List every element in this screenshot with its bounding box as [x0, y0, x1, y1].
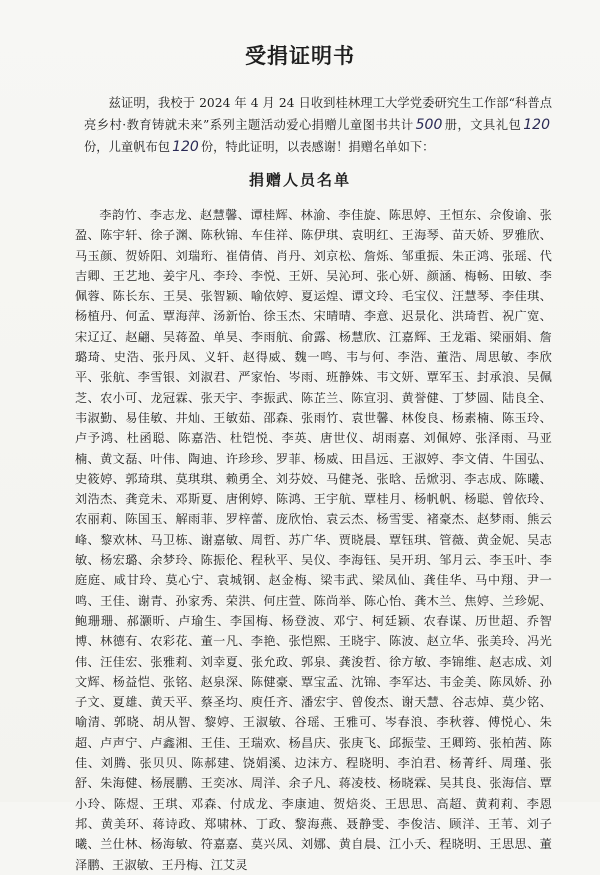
- books-count-handwritten: 500: [415, 117, 443, 133]
- document-title: 受捐证明书: [245, 43, 355, 68]
- certificate-text-part1: 兹证明，我校于 2024 年 4 月 24 日收到桂林理工大学党委研究生工作部“科普点亮乡村·教育铸就未来”系列主题活动爱心捐赠儿童图书共计: [84, 96, 552, 132]
- bags-count-handwritten: 120: [172, 139, 199, 155]
- stationery-count-handwritten: 120: [523, 117, 550, 133]
- certificate-text-part2: 册，文具礼包: [444, 118, 522, 132]
- certificate-paragraph: [84, 92, 552, 158]
- donor-names-list: 李韵竹、李志龙、赵慧馨、谭桂辉、林渝、李佳旋、陈思婷、王恒东、佘俊谕、张盈、陈宇轩、徐子渊、陈秋锦、车佳祥、陈伊琪、袁明红、王海琴、苗天娇、罗雅欣、马玉颜、贺娇阳、刘瑞珩、崔倩倩、肖丹、刘京松、詹烁、邹重振、朱正鸿、张瑶、代吉卿、王艺地、姜宇凡、李玲、李悦、王妍、吴沁珂、张心妍、颜涵、梅畅、田敏、李佩蓉、陈长东、王昊、张智颖、喻依婷、夏运煌、谭文玲、毛宝仪、汪慧琴、李佳琪、杨植丹、何孟、覃海萍、汤新怡、徐玉杰、宋晴晴、李意、迟景化、洪琦哲、祝广宽、宋辽辽、赵翩、吴蒋盈、单昊、李雨航、俞露、杨慧欣、江嘉辉、王龙霜、梁丽娟、詹璐琦、史浩、张丹凤、义轩、赵得威、魏一鸣、韦与何、李浩、董浩、周思敏、李欣平、张航、李雪银、刘淑君、严家怡、岑雨、班静姝、韦文妍、覃军玉、封承浪、吴佩芝、农小可、龙冠霖、张天宇、李振武、陈芷兰、陈宣羽、黄誉健、丁梦圆、陆良全、韦淑勤、易佳敏、井灿、王敏茹、邵森、张雨竹、袁世馨、林俊良、杨素楠、陈玉玲、卢予鸿、杜函聪、陈嘉浩、杜铠悦、李英、唐世仪、胡雨嘉、刘佩婷、张泽雨、马亚楠、黄文磊、叶伟、陶迪、许珍珍、罗菲、杨威、田昌远、王淑婷、李文倩、牛国弘、史筱婷、郭琦琪、莫琪琪、赖勇全、刘芬姣、马健尧、张晗、岳焮羽、李志成、陈曦、刘浩杰、龚竞未、邓斯夏、唐俐婷、陈鸿、王宇航、覃桂月、杨帆帆、杨聪、曾依玲、农丽莉、陈国玉、解雨菲、罗梓蕾、庞欣怡、袁云杰、杨雪雯、褚豪杰、赵梦雨、熊云峰、黎欢林、马卫栋、谢嘉敏、周哲、苏广华、贾晓晨、覃钰琪、管薇、黄金妮、吴志敏、杨宏璐、余梦玲、陈振伦、程秋平、吴仪、李海钰、吴开玥、邹月云、李玉叶、李庭庭、咸甘玲、莫心宁、袁城钢、赵金梅、梁韦武、梁凤仙、龚佳华、马中翔、尹一鸣、王佳、谢青、孙家秀、荣洪、何庄萱、陈尚举、陈心怡、龚木兰、焦婷、兰珍妮、鲍珊珊、郝灏昕、卢瑜生、李国梅、杨登波、邓宁、柯廷颖、农春谋、历世超、乔智博、林德有、农彩花、董一凡、李艳、张恺熙、王晓宇、陈波、赵立华、张美玲、冯光伟、汪佳宏、张雅莉、刘幸夏、张允政、郭泉、龚浚哲、徐方敏、李锦维、赵志成、刘文辉、杨益恺、张铭、赵泉深、陈健豪、覃宝孟、沈锦、李军达、韦金美、陈凤娇、孙子文、夏雄、黄天平、蔡圣均、庾任齐、潘宏宇、曾俊杰、谢天慧、谷志焯、莫少铭、喻清、郭晓、胡从智、黎婷、王淑敏、谷瑶、王雅可、岑春浪、李秋蓉、傅悦心、朱超、卢声宁、卢鑫湘、王佳、王瑞欢、杨昌庆、张庚飞、邱振莹、王卿筠、张柏茜、陈佳、刘腾、张贝贝、陈郝建、饶娟溪、边沫方、程晓明、李泊君、杨菁纤、周瑾、张舒、朱海健、杨展鹏、王奕冰、周洋、余子凡、蒋凌枝、杨晓霖、吴其良、张海信、覃小玲、陈煜、王琪、邓森、付成龙、李康迪、贺焙炎、王思思、高超、黄莉莉、李恩邦、黄美环、蒋诗政、郑啸林、丁政、黎海燕、聂静雯、李俊洁、顾洋、王苇、刘子曦、兰仕林、杨海敏、符嘉嘉、莫兴凤、刘娜、黄自晨、江小夭、程晓明、王思思、董泽鹏、王淑敏、王丹梅、江艾灵: [75, 208, 552, 872]
- donor-list-title: 捐赠人员名单: [248, 171, 351, 189]
- certificate-text-part4: 份，特此证明，以表感谢！捐赠名单如下：: [200, 140, 435, 154]
- certificate-text-part3: 份，儿童帆布包: [84, 140, 171, 154]
